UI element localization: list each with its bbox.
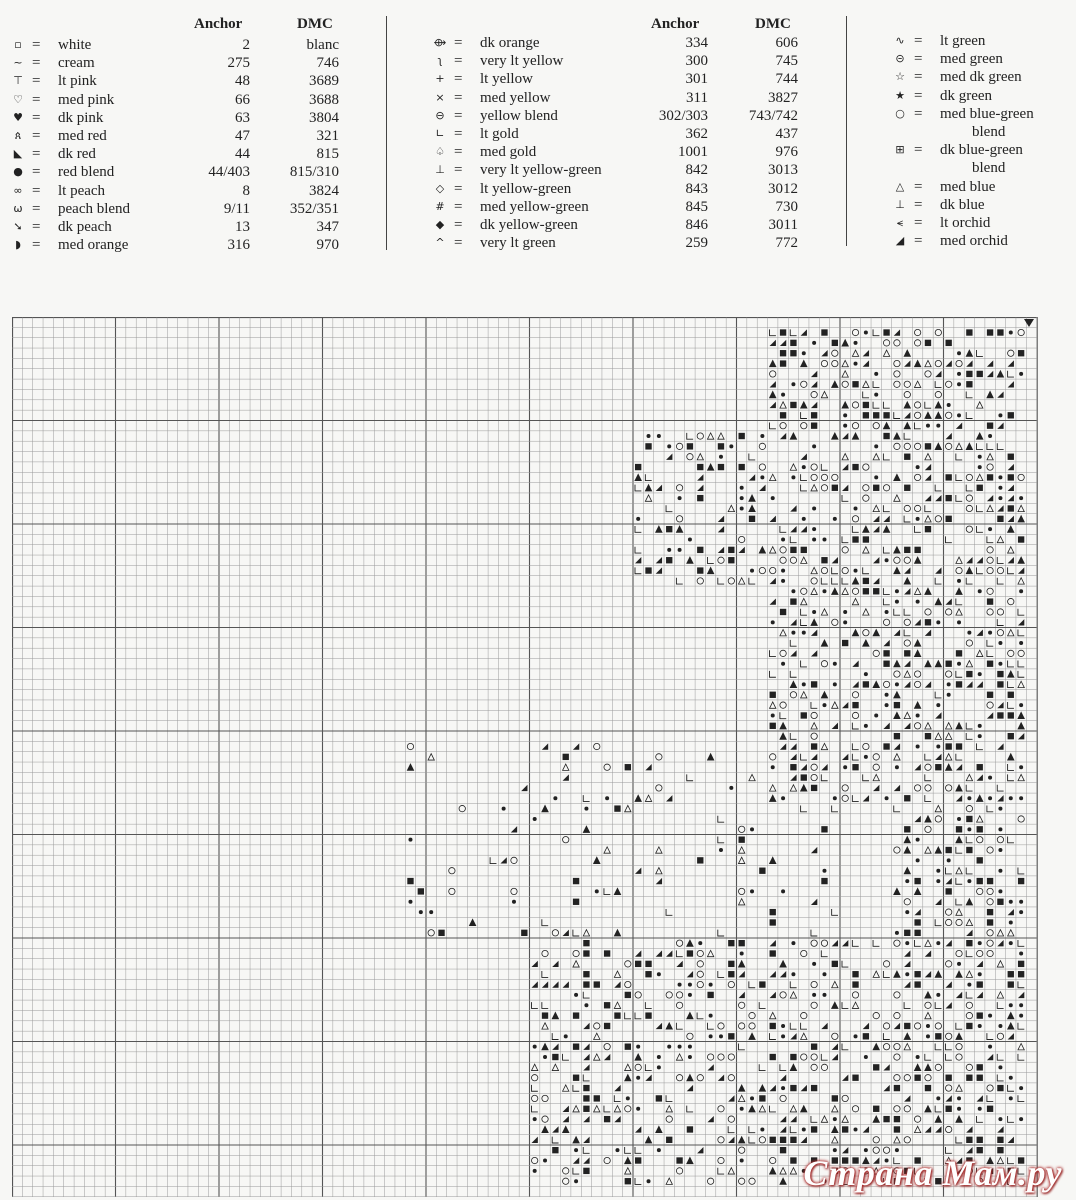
anchor-code: 334 [685,35,708,51]
anchor-header-1: Anchor [194,16,243,32]
legend-row [892,178,1072,196]
equals-sign: = [914,142,923,159]
dmc-code: 3012 [768,180,798,197]
legend-row [10,72,350,90]
stitch-symbol-icon: ◇ [435,181,445,195]
anchor-code: 47 [235,127,250,144]
color-name: very lt green [480,235,556,252]
anchor-code: 842 [685,162,708,179]
color-name: dk green [940,87,993,104]
anchor-code: 1001 [678,144,708,161]
dmc-code: 730 [775,198,798,215]
legend-column-2 [432,34,802,252]
stitch-symbol-icon: ◣ [13,147,23,161]
dmc-code: 976 [775,144,798,161]
stitch-symbol-icon: ⊥ [895,197,905,211]
equals-sign: = [454,107,463,124]
legend-column-3 [892,32,1072,250]
dmc-code: 3689 [309,73,339,90]
color-key-legend [0,0,1076,270]
chart-grid [12,317,1042,1197]
stitch-symbol-icon: ➘ [13,219,23,233]
anchor-code: 63 [235,109,250,126]
stitch-symbol-icon: ጰ [14,128,22,142]
color-name: lt green [940,33,986,49]
anchor-code: 362 [685,125,708,142]
column-divider-2 [846,16,847,246]
equals-sign: = [914,33,923,49]
color-name: dk pink [58,109,104,126]
anchor-code: 13 [235,218,250,235]
anchor-code: 846 [685,216,708,233]
equals-sign: = [454,216,463,233]
anchor-code: 259 [685,235,708,252]
dmc-code: 3824 [309,182,339,199]
color-name: med orchid [940,233,1008,250]
color-name: med dk green [940,69,1022,86]
equals-sign: = [454,162,463,179]
legend-row [10,109,350,127]
equals-sign: = [32,55,41,72]
color-name: red blend [58,164,115,181]
legend-row [892,232,1072,250]
anchor-code: 316 [227,237,250,254]
dmc-header-1: DMC [297,16,333,32]
color-name: peach blend [58,200,131,217]
equals-sign: = [32,200,41,217]
color-name: yellow blend [480,107,558,124]
stitch-symbol-icon: ⊞ [895,143,905,157]
stitch-symbol-icon: ʅ [437,54,443,68]
stitch-symbol-icon: ∿ [895,34,905,47]
color-name: very lt yellow [480,53,564,70]
stitch-symbol-icon: △ [895,179,905,193]
dmc-code: 3804 [309,109,339,126]
equals-sign: = [32,127,41,144]
anchor-header-2: Anchor [651,16,700,32]
anchor-code: 48 [235,73,250,90]
equals-sign: = [32,182,41,199]
dmc-header-2: DMC [755,16,791,32]
stitch-symbol-icon: ○ [895,106,905,120]
dmc-code: 321 [316,127,339,144]
legend-row [432,143,802,161]
legend-column-1 [10,36,350,254]
stitch-symbol-icon: ● [13,165,23,179]
equals-sign: = [454,198,463,215]
dmc-code: 3011 [768,216,798,233]
dmc-code: 970 [316,237,339,254]
stitch-symbol-icon: ♤ [435,145,445,159]
legend-row [432,198,802,216]
legend-row [432,234,802,252]
equals-sign: = [32,109,41,126]
legend-row [10,54,350,72]
dmc-code: 743/742 [748,107,798,124]
equals-sign: = [914,105,923,122]
stitch-symbol-icon: ♥ [13,110,23,124]
anchor-code: 8 [242,182,250,199]
stitch-symbol-icon: ★ [895,88,905,102]
equals-sign: = [454,71,463,88]
stitch-symbol-icon: ▫ [14,38,22,51]
stitch-symbol-icon: ◢ [895,234,905,248]
equals-sign: = [914,51,923,68]
equals-sign: = [32,73,41,90]
anchor-code: 2 [242,37,250,53]
equals-sign: = [32,218,41,235]
dmc-code: 352/351 [289,200,339,217]
legend-row [892,50,1072,68]
dmc-code: 745 [775,53,798,70]
stitch-symbol-icon: ⪪ [896,215,904,229]
dmc-code: 437 [775,125,798,142]
dmc-code: 744 [775,71,798,88]
watermark: Страна Мам.ру [803,1153,1062,1193]
stitch-symbol-icon: ◆ [435,217,445,231]
color-name: blend [972,123,1006,140]
equals-sign: = [454,144,463,161]
dmc-code: 3827 [768,89,798,106]
stitch-symbol-icon: ω [13,201,23,215]
equals-sign: = [32,237,41,254]
anchor-code: 275 [227,55,250,72]
color-name: dk blue [940,196,985,213]
stitch-symbol-icon: ⊖ [435,108,445,122]
stitch-symbol-icon: ⊥ [435,163,445,177]
anchor-code: 302/303 [658,107,708,124]
equals-sign: = [32,91,41,108]
anchor-code: 44 [235,146,250,163]
dmc-code: 815 [316,146,339,163]
legend-row [10,236,350,254]
legend-row [432,107,802,125]
color-name: lt yellow-green [480,180,572,197]
legend-row [892,105,1072,123]
equals-sign: = [32,37,41,53]
stitch-symbol-icon: ∟ [435,126,445,140]
dmc-code: blanc [306,37,339,53]
anchor-code: 9/11 [223,200,250,217]
legend-row [432,89,802,107]
column-divider-1 [386,16,387,250]
equals-sign: = [454,53,463,70]
equals-sign: = [914,233,923,250]
anchor-code: 301 [685,71,708,88]
legend-row [10,91,350,109]
legend-row [10,163,350,181]
stitch-symbol-icon: ⊝ [895,52,905,66]
legend-row [10,36,350,54]
stitch-symbol-icon: ♡ [13,92,23,106]
cross-stitch-chart [12,317,1042,1197]
legend-row [892,214,1072,232]
color-name: med blue-green [940,105,1034,122]
legend-row [432,52,802,70]
color-name: dk yellow-green [480,216,578,233]
legend-row [432,70,802,88]
stitch-symbol-icon: × [435,90,445,104]
color-name: med red [58,127,107,144]
legend-row [892,141,1072,159]
equals-sign: = [454,35,463,51]
stitch-symbol-icon: ∞ [13,183,23,197]
equals-sign: = [454,125,463,142]
legend-row [10,127,350,145]
equals-sign: = [454,235,463,252]
legend-row [432,34,802,52]
equals-sign: = [32,146,41,163]
stitch-symbol-icon: ☆ [895,70,905,84]
dmc-code: 606 [775,35,798,51]
equals-sign: = [454,89,463,106]
legend-row [432,161,802,179]
legend-row [892,159,1072,177]
legend-row [10,182,350,200]
dmc-code: 347 [316,218,339,235]
anchor-code: 311 [686,89,708,106]
equals-sign: = [914,178,923,195]
color-name: dk red [58,146,96,163]
equals-sign: = [914,87,923,104]
legend-row [10,218,350,236]
stitch-symbol-icon: ⊤ [13,74,23,88]
legend-row [432,125,802,143]
color-name: dk peach [58,218,112,235]
legend-row [432,180,802,198]
anchor-code: 845 [685,198,708,215]
color-name: dk orange [480,35,540,51]
dmc-code: 746 [316,55,339,72]
equals-sign: = [454,180,463,197]
color-name: med orange [58,237,129,254]
legend-row [892,196,1072,214]
color-name: lt pink [58,73,97,90]
dmc-code: 772 [775,235,798,252]
color-name: med blue [940,178,996,195]
color-name: blend [972,160,1006,177]
color-name: med gold [480,144,537,161]
legend-row [892,32,1072,50]
legend-row [892,68,1072,86]
equals-sign: = [914,69,923,86]
color-name: lt gold [480,125,519,142]
equals-sign: = [32,164,41,181]
color-name: lt peach [58,182,106,199]
legend-row [892,123,1072,141]
equals-sign: = [914,196,923,213]
color-name: dk blue-green [940,142,1023,159]
color-name: med green [940,51,1003,68]
anchor-code: 300 [685,53,708,70]
anchor-code: 66 [235,91,250,108]
stitch-symbol-icon: ^ [435,236,445,250]
color-name: lt orchid [940,214,991,231]
legend-row [10,145,350,163]
stitch-symbol-icon: + [435,72,445,86]
equals-sign: = [914,214,923,231]
legend-row [432,216,802,234]
color-name: med yellow [480,89,551,106]
legend-row [10,200,350,218]
color-name: med yellow-green [480,198,589,215]
dmc-code: 3013 [768,162,798,179]
anchor-code: 44/403 [208,164,250,181]
stitch-symbol-icon: ◗ [15,238,21,252]
anchor-code: 843 [685,180,708,197]
dmc-code: 3688 [309,91,339,108]
color-name: lt yellow [480,71,533,88]
dmc-code: 815/310 [289,164,339,181]
color-name: cream [58,55,95,72]
stitch-symbol-icon: # [435,199,445,213]
stitch-symbol-icon: ~ [13,56,23,70]
legend-row [892,87,1072,105]
color-name: white [58,37,92,53]
color-name: med pink [58,91,115,108]
stitch-symbol-icon: ⟴ [433,36,447,49]
color-name: very lt yellow-green [480,162,602,179]
